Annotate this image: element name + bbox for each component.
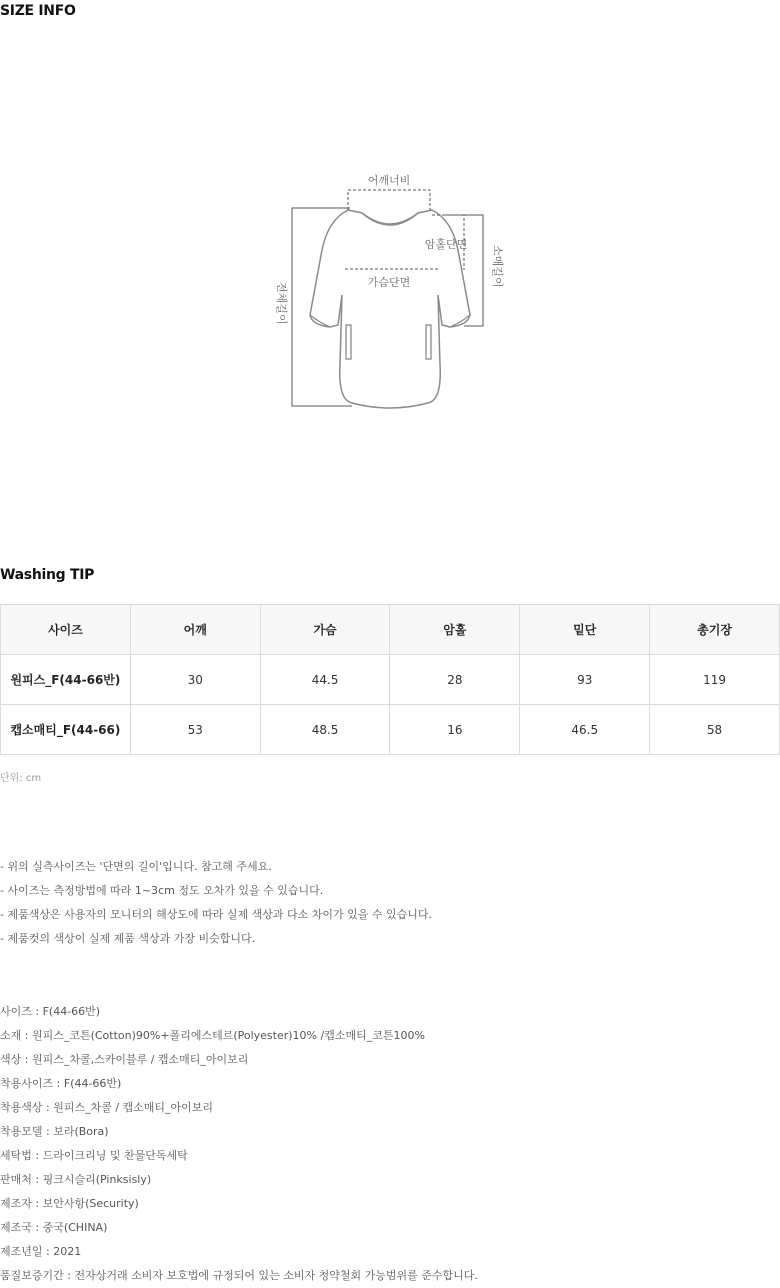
list-item: 색상 : 원피스_차콜,스카이블루 / 캡소매티_아이보리	[0, 1053, 249, 1066]
notes-list	[0, 855, 432, 951]
table-cell: 119	[650, 655, 780, 705]
table-header-row	[1, 605, 780, 655]
dress-size-diagram	[270, 165, 510, 415]
table-cell: 16	[390, 705, 520, 755]
armhole-label: 암홀단면	[424, 238, 468, 251]
table-header-cell: 총기장	[650, 605, 780, 655]
table-cell: 28	[390, 655, 520, 705]
list-item: 제조년일 : 2021	[0, 1245, 82, 1258]
list-item: - 사이즈는 측정방법에 따라 1~3cm 정도 오차가 있을 수 있습니다.	[0, 884, 324, 897]
size-table	[0, 604, 780, 755]
total-length-label: 전체길이	[275, 282, 288, 325]
list-item: 착용색상 : 원피스_차콜 / 캡소매티_아이보리	[0, 1101, 214, 1114]
list-item: 소재 : 원피스_코튼(Cotton)90%+폴리에스테르(Polyester)10% /캡소매티_코튼100%	[0, 1029, 425, 1042]
list-item: - 제품색상은 사용자의 모니터의 해상도에 따라 실제 색상과 다소 차이가 있을 수 있습니다.	[0, 908, 432, 921]
table-cell: 원피스_F(44-66반)	[1, 655, 131, 705]
product-specs-list	[0, 1000, 478, 1288]
unit-note: 단위: cm	[0, 773, 42, 784]
size-info-title: SIZE INFO	[0, 3, 76, 19]
table-header-cell: 가슴	[260, 605, 390, 655]
table-cell: 93	[520, 655, 650, 705]
list-item: - 제품컷의 색상이 실제 제품 색상과 가장 비슷합니다.	[0, 932, 256, 945]
list-item: 세탁법 : 드라이크리닝 및 찬물단독세탁	[0, 1149, 188, 1162]
shoulder-label: 어깨너비	[367, 174, 411, 187]
table-row	[1, 705, 780, 755]
sleeve-label: 소매길이	[491, 245, 504, 288]
table-cell: 58	[650, 705, 780, 755]
table-header-cell: 암홀	[390, 605, 520, 655]
list-item: 판매처 : 핑크시슬리(Pinksisly)	[0, 1173, 152, 1186]
table-row	[1, 655, 780, 705]
table-cell: 53	[130, 705, 260, 755]
table-cell: 48.5	[260, 705, 390, 755]
washing-tip-title: Washing TIP	[0, 567, 95, 583]
table-cell: 46.5	[520, 705, 650, 755]
list-item: 착용사이즈 : F(44-66반)	[0, 1077, 122, 1090]
table-cell: 캡소매티_F(44-66)	[1, 705, 131, 755]
list-item: 제조자 : 보안사항(Security)	[0, 1197, 139, 1210]
table-cell: 44.5	[260, 655, 390, 705]
list-item: 품질보증기간 : 전자상거래 소비자 보호법에 규정되어 있는 소비자 청약철회 가능범위를 준수합니다.	[0, 1269, 478, 1282]
chest-label: 가슴단면	[367, 276, 411, 289]
table-header-cell: 사이즈	[1, 605, 131, 655]
list-item: 착용모델 : 보라(Bora)	[0, 1125, 109, 1138]
list-item: - 위의 실측사이즈는 '단면의 길이'입니다. 참고해 주세요.	[0, 860, 272, 873]
list-item: 제조국 : 중국(CHINA)	[0, 1221, 108, 1234]
table-cell: 30	[130, 655, 260, 705]
table-header-cell: 어깨	[130, 605, 260, 655]
shoulder-measure-line	[348, 190, 430, 210]
table-header-cell: 밑단	[520, 605, 650, 655]
list-item: 사이즈 : F(44-66반)	[0, 1005, 101, 1018]
